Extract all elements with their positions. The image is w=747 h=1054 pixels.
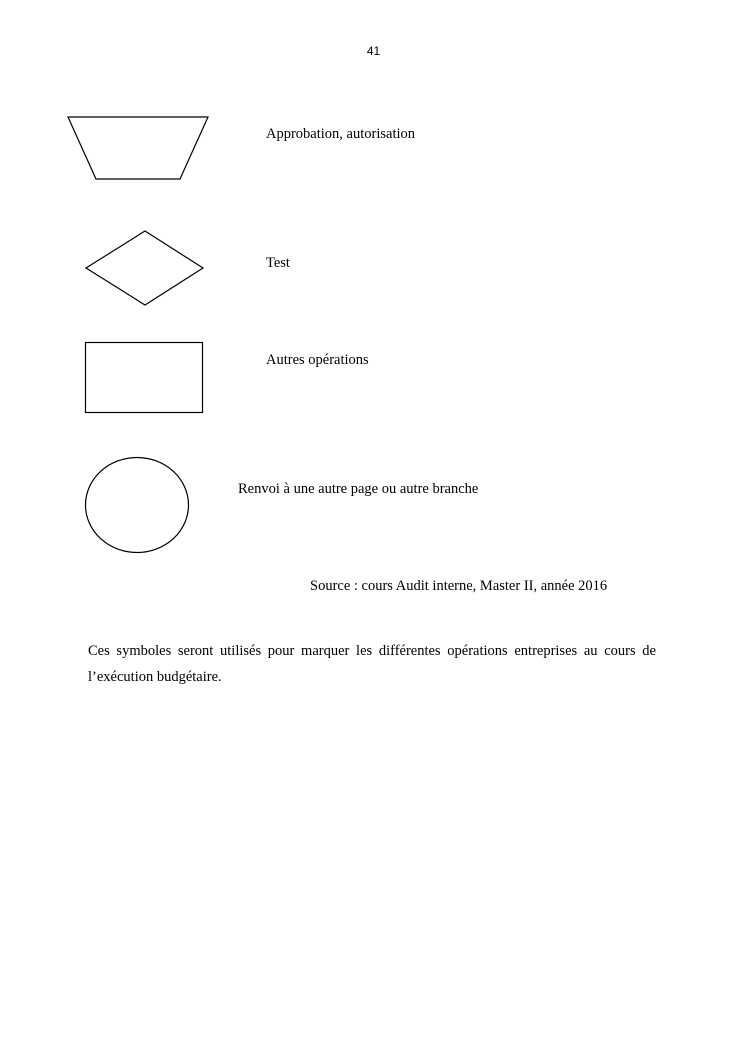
rectangle-symbol-icon (84, 341, 205, 415)
diamond-symbol-icon (84, 229, 206, 308)
trapezoid-symbol-icon (66, 115, 211, 182)
symbol-label-test: Test (266, 255, 290, 271)
symbol-label-autres-operations: Autres opérations (266, 352, 369, 368)
symbol-label-approbation: Approbation, autorisation (266, 126, 416, 142)
page-number: 41 (366, 44, 381, 58)
source-caption: Source : cours Audit interne, Master II, année 2016 (310, 578, 608, 594)
circle-symbol-icon (84, 456, 191, 556)
symbol-label-renvoi: Renvoi à une autre page ou autre branche (238, 481, 479, 497)
body-paragraph: Ces symboles seront utilisés pour marquer les différentes opérations entreprises au cours de l’exécution budgétaire. (88, 643, 656, 685)
